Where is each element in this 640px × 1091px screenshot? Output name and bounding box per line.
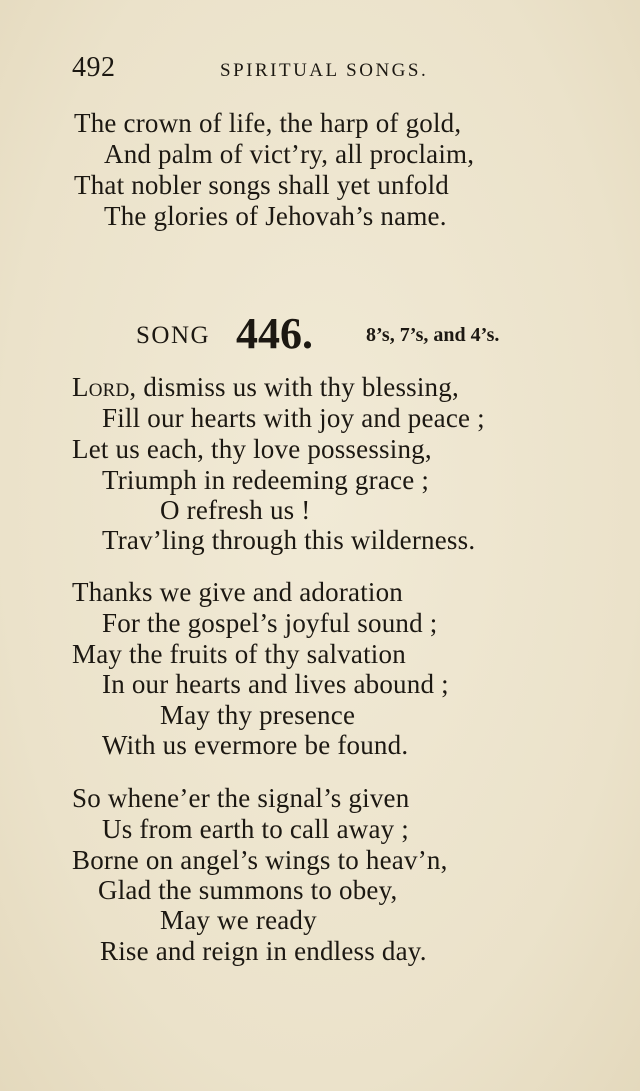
verse-line: Trav’ling through this wilderness. — [102, 525, 476, 555]
verse-line: Triumph in redeeming grace ; — [102, 465, 430, 495]
verse-line: May the fruits of thy salvation — [72, 639, 406, 669]
page-number: 492 — [72, 52, 116, 83]
verse-line: Rise and reign in endless day. — [100, 936, 427, 966]
song-meter: 8’s, 7’s, and 4’s. — [366, 324, 500, 346]
running-head — [72, 52, 492, 86]
verse-line: Glad the summons to obey, — [98, 875, 398, 905]
verse-line: Let us each, thy love possessing, — [72, 434, 432, 464]
song-heading — [136, 309, 556, 358]
verse-line: For the gospel’s joyful sound ; — [102, 608, 438, 638]
verse-line: Thanks we give and adoration — [72, 577, 403, 607]
verse-line: Fill our hearts with joy and peace ; — [102, 403, 485, 433]
song-label: SONG — [136, 322, 211, 349]
verse-line: In our hearts and lives abound ; — [102, 669, 449, 699]
verse-line: Us from earth to call away ; — [102, 814, 409, 844]
verse-line: O refresh us ! — [160, 495, 311, 525]
verse-line: Borne on angel’s wings to heav’n, — [72, 845, 448, 875]
verse-line: With us evermore be found. — [102, 730, 409, 760]
verse-line-rest: , dismiss us with thy blessing, — [129, 372, 459, 402]
song-number: 446. — [236, 309, 313, 358]
verse-line: May we ready — [160, 905, 317, 935]
verse-line: That nobler songs shall yet unfold — [74, 170, 449, 200]
verse-line: And palm of vict’ry, all proclaim, — [104, 139, 475, 169]
verse-line: The glories of Jehovah’s name. — [104, 201, 447, 231]
verse-line: May thy presence — [160, 700, 356, 730]
first-word: Lord — [72, 372, 130, 402]
verse-line: So whene’er the signal’s given — [72, 783, 410, 813]
verse-line: The crown of life, the harp of gold, — [74, 108, 462, 138]
verse-line — [72, 372, 459, 402]
running-title: SPIRITUAL SONGS. — [220, 60, 429, 81]
